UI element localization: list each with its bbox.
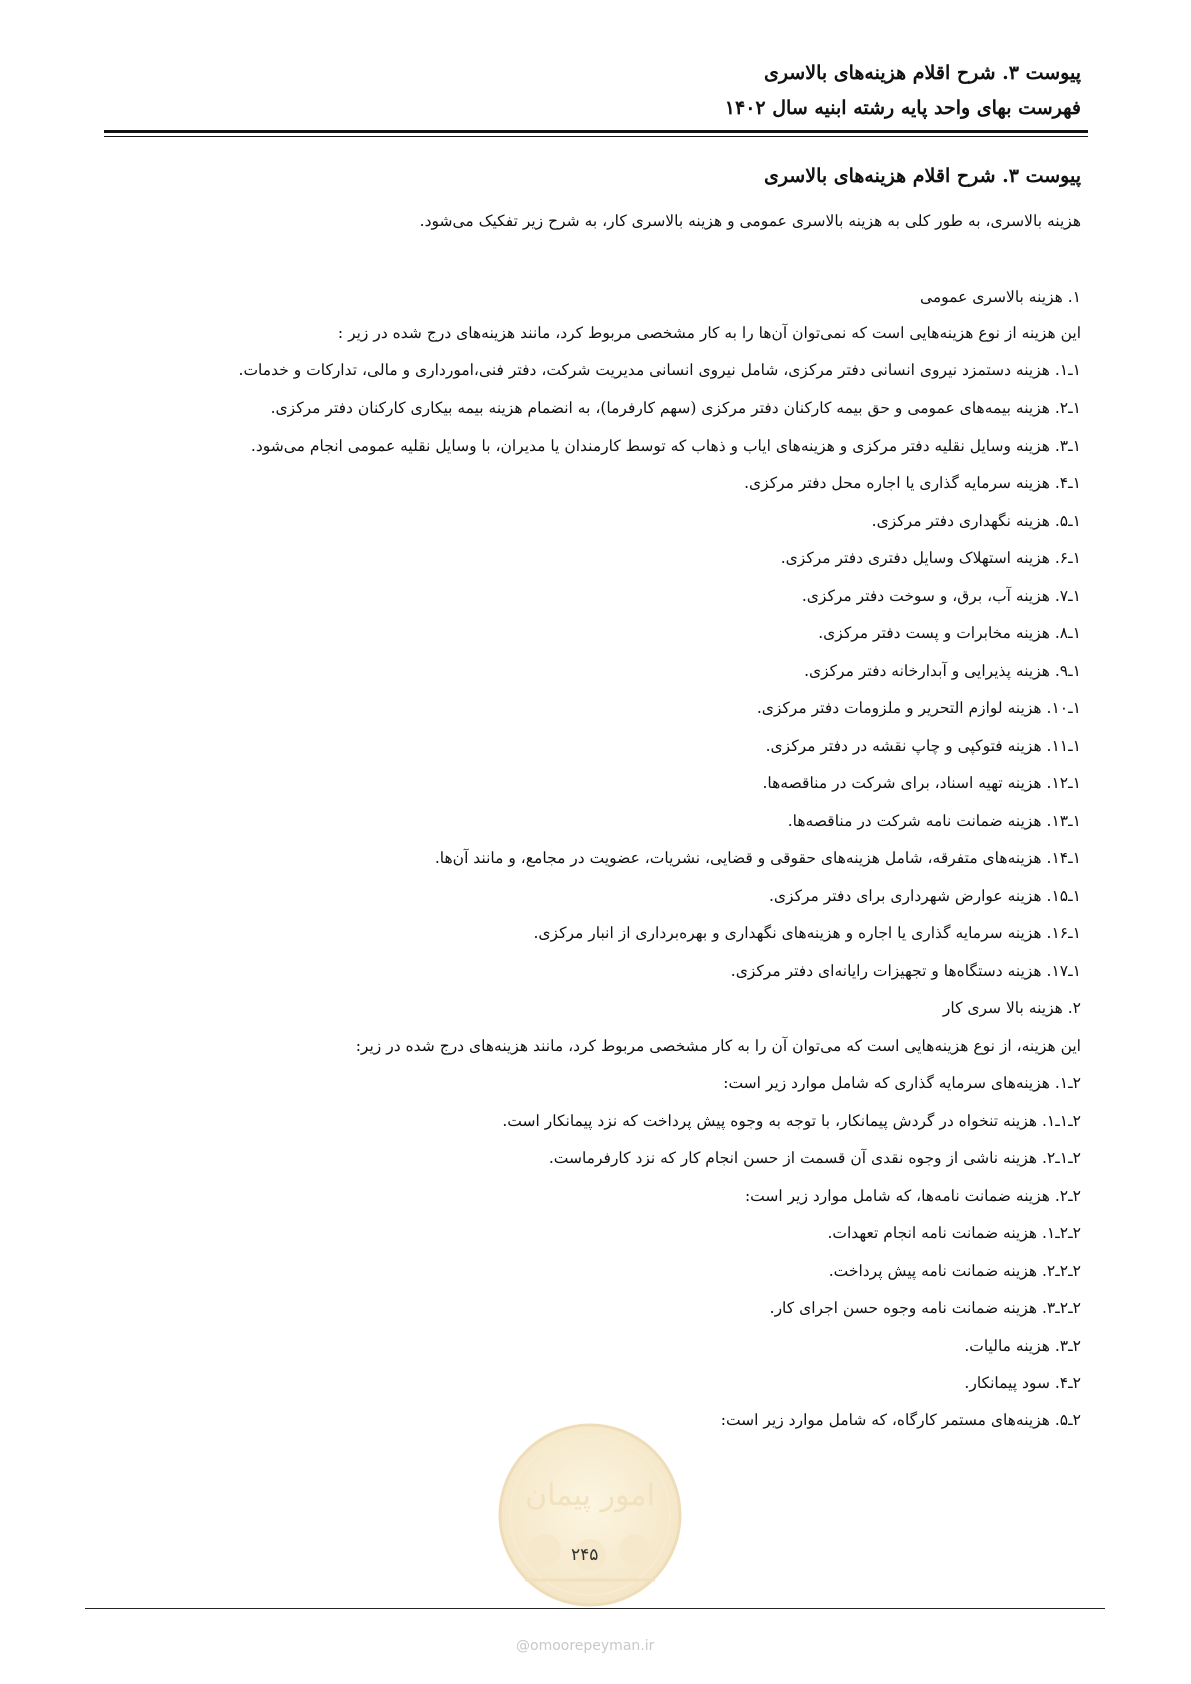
text-line: این هزینه از نوع هزینه‌هایی است که نمی‌توان آن‌ها را به کار مشخصی مربوط کرد، مانند هزینه‌های درج شده در زیر : bbox=[337, 324, 1081, 342]
text-line: ۲ـ۵. هزینه‌های مستمر کارگاه، که شامل موارد زیر است: bbox=[720, 1411, 1081, 1429]
text-line: ۱ـ۱۵. هزینه عوارض شهرداری برای دفتر مرکزی. bbox=[768, 887, 1081, 905]
text-line: ۲. هزینه بالا سری کار bbox=[942, 999, 1081, 1017]
text-line: ۱ـ۱۳. هزینه ضمانت نامه شرکت در مناقصه‌ها. bbox=[787, 812, 1081, 830]
text-line: ۱ـ۶. هزینه استهلاک وسایل دفتری دفتر مرکزی. bbox=[780, 549, 1081, 567]
text-line: ۱ـ۲. هزینه بیمه‌های عمومی و حق بیمه کارکنان دفتر مرکزی (سهم کارفرما)، به انضمام هزینه بیمه بیکاری کارکنان دفتر مرکزی. bbox=[270, 399, 1081, 417]
text-line: ۱ـ۹. هزینه پذیرایی و آبدارخانه دفتر مرکزی. bbox=[804, 662, 1081, 680]
section-title: پیوست ۳. شرح اقلام هزینه‌های بالاسری bbox=[763, 165, 1081, 187]
header-rule-thick bbox=[104, 130, 1088, 133]
text-line: ۱ـ۱۲. هزینه تهیه اسناد، برای شرکت در مناقصه‌ها. bbox=[762, 774, 1081, 792]
text-line: ۱ـ۷. هزینه آب، برق، و سوخت دفتر مرکزی. bbox=[801, 587, 1081, 605]
header-rule-thin bbox=[104, 136, 1088, 137]
text-line: ۱ـ۱۶. هزینه سرمایه گذاری یا اجاره و هزینه‌های نگهداری و بهره‌برداری از انبار مرکزی. bbox=[533, 924, 1081, 942]
text-line: ۲ـ۴. سود پیمانکار. bbox=[964, 1374, 1081, 1392]
text-line: ۱ـ۱۷. هزینه دستگاه‌ها و تجهیزات رایانه‌ای دفتر مرکزی. bbox=[730, 962, 1081, 980]
text-line: ۱ـ۵. هزینه نگهداری دفتر مرکزی. bbox=[871, 512, 1081, 530]
page-number: ۲۴۵ bbox=[571, 1545, 599, 1565]
text-line: ۱. هزینه بالاسری عمومی bbox=[919, 288, 1081, 306]
footer-rule bbox=[85, 1608, 1105, 1609]
website-watermark: @omoorepeyman.ir bbox=[516, 1638, 655, 1654]
watermark-seal-logo bbox=[495, 1420, 685, 1610]
text-line: ۱ـ۱. هزینه دستمزد نیروی انسانی دفتر مرکزی، شامل نیروی انسانی مدیریت شرکت، دفتر فنی،امورداری و مالی، تدارکات و خدمات. bbox=[238, 361, 1081, 379]
text-line: ۲ـ۲ـ۳. هزینه ضمانت نامه وجوه حسن اجرای کار. bbox=[769, 1299, 1081, 1317]
text-line: ۱ـ۱۱. هزینه فتوکپی و چاپ نقشه در دفتر مرکزی. bbox=[765, 737, 1081, 755]
text-line: این هزینه، از نوع هزینه‌هایی است که می‌توان آن را به کار مشخصی مربوط کرد، مانند هزینه‌های درج شده در زیر: bbox=[355, 1037, 1081, 1055]
text-line: ۲ـ۲ـ۲. هزینه ضمانت نامه پیش پرداخت. bbox=[828, 1262, 1081, 1280]
text-line: ۲ـ۲ـ۱. هزینه ضمانت نامه انجام تعهدات. bbox=[827, 1224, 1081, 1242]
text-line: ۲ـ۱ـ۱. هزینه تنخواه در گردش پیمانکار، با توجه به وجوه پیش پرداخت که نزد پیمانکار است. bbox=[502, 1112, 1081, 1130]
text-line: ۲ـ۳. هزینه مالیات. bbox=[964, 1337, 1081, 1355]
running-header-title: پیوست ۳. شرح اقلام هزینه‌های بالاسری bbox=[763, 62, 1081, 84]
text-line: ۲ـ۱. هزینه‌های سرمایه گذاری که شامل موارد زیر است: bbox=[723, 1074, 1081, 1092]
svg-text:امور پیمان: امور پیمان bbox=[525, 1478, 655, 1513]
running-header-subtitle: فهرست بهای واحد پایه رشته ابنیه سال ۱۴۰۲ bbox=[724, 97, 1081, 119]
text-line: ۱ـ۱۰. هزینه لوازم التحریر و ملزومات دفتر مرکزی. bbox=[756, 699, 1081, 717]
text-line: ۲ـ۱ـ۲. هزینه ناشی از وجوه نقدی آن قسمت از حسن انجام کار که نزد کارفرماست. bbox=[548, 1149, 1081, 1167]
intro-paragraph: هزینه بالاسری، به طور کلی به هزینه بالاسری عمومی و هزینه بالاسری کار، به شرح زیر تفکیک می‌شود. bbox=[419, 212, 1081, 230]
text-line: ۱ـ۱۴. هزینه‌های متفرقه، شامل هزینه‌های حقوقی و قضایی، نشریات، عضویت در مجامع، و مانند آن‌ها. bbox=[434, 849, 1081, 867]
text-line: ۲ـ۲. هزینه ضمانت نامه‌ها، که شامل موارد زیر است: bbox=[744, 1187, 1081, 1205]
text-line: ۱ـ۴. هزینه سرمایه گذاری یا اجاره محل دفتر مرکزی. bbox=[744, 474, 1081, 492]
text-line: ۱ـ۸. هزینه مخابرات و پست دفتر مرکزی. bbox=[818, 624, 1081, 642]
text-line: ۱ـ۳. هزینه وسایل نقلیه دفتر مرکزی و هزینه‌های ایاب و ذهاب که توسط کارمندان یا مدیران، با وسایل نقلیه عمومی انجام می‌شود. bbox=[250, 437, 1081, 455]
